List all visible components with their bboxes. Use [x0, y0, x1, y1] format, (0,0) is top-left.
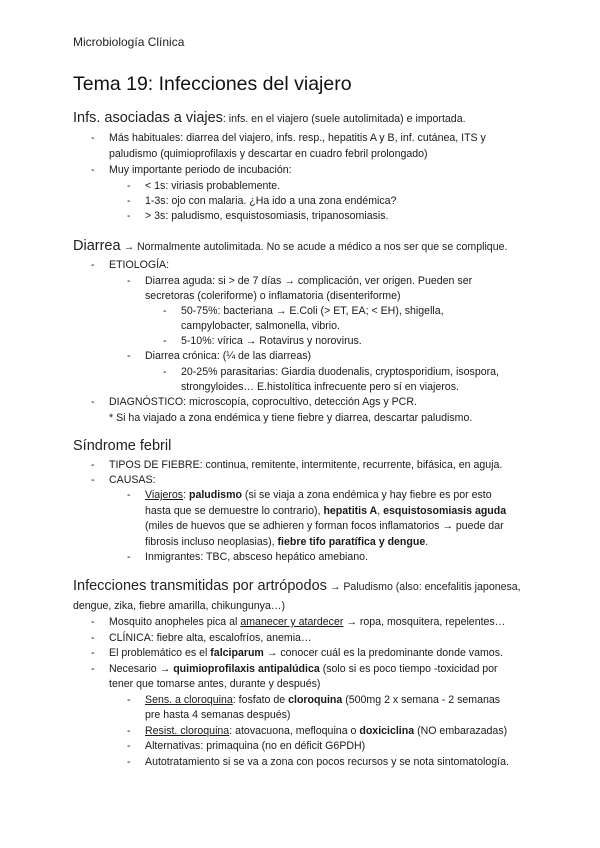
bullet-dash: -: [91, 259, 95, 271]
text: : atovacuona, mefloquina o: [229, 725, 360, 737]
underlined-term: Sens. a cloroquina: [145, 694, 233, 706]
text: (NO embarazadas): [414, 725, 508, 737]
bullet-dash: -: [127, 275, 131, 287]
list-item: Diarrea crónica: (¼ de las diarreas): [145, 350, 312, 362]
bold-term: quimioprofilaxis antipalúdica: [173, 663, 320, 675]
bullet-dash: -: [91, 632, 95, 644]
page-header: Microbiología Clínica: [73, 35, 185, 49]
section-title-febril: [73, 438, 171, 454]
list-item-cont: pre hasta 4 semanas después): [145, 709, 291, 721]
list-item: 5-10%: vírica → Rotavirus y norovirus.: [181, 335, 362, 347]
list-item-cont: tener que tomarse antes, durante y después): [109, 678, 321, 690]
bullet-dash: -: [91, 616, 95, 628]
list-item: Alternativas: primaquina (no en déficit G6PDH): [145, 740, 366, 752]
list-item: > 3s: paludismo, esquistosomiasis, tripanosomiasis.: [145, 210, 389, 222]
text: ,: [377, 505, 384, 517]
list-item: 1-3s: ojo con malaria. ¿Ha ido a una zona endémica?: [145, 195, 397, 207]
list-item-cont: paludismo (quimioprofilaxis y descartar en cuadro febril prolongado): [109, 148, 428, 160]
bullet-dash: -: [91, 164, 95, 176]
text: El problemático es el: [109, 647, 211, 659]
section-heading: Infs. asociadas a viajes: [73, 110, 223, 126]
bullet-dash: -: [163, 335, 167, 347]
list-item: TIPOS DE FIEBRE: continua, remitente, intermitente, recurrente, bifásica, en aguja.: [109, 459, 503, 471]
bullet-dash: -: [91, 663, 95, 675]
bullet-dash: -: [91, 474, 95, 486]
section-title-viajes: [73, 110, 466, 126]
list-item: Más habituales: diarrea del viajero, infs. resp., hepatitis A y B, inf. cutánea, ITS y: [109, 132, 486, 144]
bullet-dash: -: [127, 740, 131, 752]
bold-term: cloroquina: [288, 694, 343, 706]
section-title-artropodos: [73, 578, 521, 594]
underlined-label: Viajeros: [145, 489, 184, 501]
underlined-term: amanecer y atardecer: [240, 616, 344, 628]
list-item-cont: strongyloides… E.histolítica infrecuente pero sí en viajeros.: [181, 381, 459, 393]
bold-term: fiebre tifo paratífica y dengue: [277, 536, 426, 548]
section-heading: Diarrea: [73, 238, 121, 254]
bullet-dash: -: [127, 489, 131, 501]
list-item-cont: [145, 503, 506, 519]
bullet-dash: -: [127, 195, 131, 207]
list-item: Diarrea aguda: si > de 7 días → complicación, ver origen. Pueden ser: [145, 275, 473, 287]
bullet-dash: -: [127, 694, 131, 706]
bullet-dash: -: [91, 396, 95, 408]
section-title-diarrea: [73, 238, 507, 254]
bold-term: doxiciclina: [359, 725, 415, 737]
bullet-dash: -: [91, 647, 95, 659]
bullet-dash: -: [127, 180, 131, 192]
bold-term: paludismo: [188, 489, 242, 501]
bullet-dash: -: [127, 725, 131, 737]
list-item: [109, 661, 498, 677]
text: hasta que se demuestre lo contrario),: [145, 505, 324, 517]
list-item: 50-75%: bacteriana → E.Coli (> ET, EA; < EH), shigella,: [181, 305, 444, 317]
section-subtitle: → Normalmente autolimitada. No se acude a médico a nos ser que se complique.: [120, 241, 508, 253]
text: → ropa, mosquitera, repelentes…: [343, 616, 506, 628]
section-heading: Infecciones transmitidas por artrópodos: [73, 578, 327, 594]
bullet-dash: -: [127, 756, 131, 768]
bullet-dash: -: [91, 459, 95, 471]
text: Necesario →: [109, 663, 174, 675]
list-item-cont: campylobacter, salmonella, vibrio.: [181, 320, 340, 332]
text: :: [183, 489, 189, 501]
list-item: < 1s: viriasis probablemente.: [145, 180, 281, 192]
bold-term: esquistosomiasis aguda: [383, 505, 507, 517]
text: Mosquito anopheles pica al: [109, 616, 241, 628]
text: : fosfato de: [232, 694, 289, 706]
section-subtitle: : infs. en el viajero (suele autolimitada) e importada.: [222, 113, 466, 125]
text: (solo si es poco tiempo -toxicidad por: [319, 663, 498, 675]
list-item: [145, 692, 500, 708]
text: .: [425, 536, 429, 548]
bullet-dash: -: [163, 305, 167, 317]
text: → conocer cuál es la predominante donde vamos.: [263, 647, 503, 659]
list-item: Autotratamiento si se va a zona con pocos recursos y se nota sintomatología.: [145, 756, 509, 768]
list-item-cont: secretoras (coleriforme) o inflamatoria (disenteriforme): [145, 290, 401, 302]
bullet-dash: -: [127, 350, 131, 362]
list-item: Muy importante periodo de incubación:: [109, 164, 292, 176]
list-item: DIAGNÓSTICO: microscopía, coprocultivo, detección Ags y PCR.: [109, 396, 417, 408]
bullet-dash: -: [127, 210, 131, 222]
list-item-cont: (miles de huevos que se adhieren y forman focos inflamatorios → puede dar: [145, 520, 504, 532]
list-item-viajeros: [145, 487, 492, 503]
list-item-cont: [145, 534, 428, 550]
text: fibrosis incluso neoplasias),: [145, 536, 278, 548]
list-item: [145, 723, 507, 739]
list-item: ETIOLOGÍA:: [109, 259, 170, 271]
section-subtitle-cont: dengue, zika, fiebre amarilla, chikungunya…): [73, 600, 285, 612]
text: (500mg 2 x semana - 2 semanas: [342, 694, 501, 706]
section-heading: Síndrome febril: [73, 438, 172, 454]
page-title: Tema 19: Infecciones del viajero: [73, 73, 352, 95]
bullet-dash: -: [91, 132, 95, 144]
underlined-term: Resist. cloroquina: [145, 725, 230, 737]
bold-term: falciparum: [210, 647, 264, 659]
text: (si se viaja a zona endémica y hay fiebre es por esto: [241, 489, 492, 501]
list-item: CLÍNICA: fiebre alta, escalofríos, anemia…: [109, 632, 312, 644]
list-item: CAUSAS:: [109, 474, 156, 486]
list-item: 20-25% parasitarias: Giardia duodenalis, cryptosporidium, isospora,: [181, 366, 499, 378]
bold-term: hepatitis A: [323, 505, 378, 517]
section-subtitle: → Paludismo (also: encefalitis japonesa,: [326, 581, 521, 593]
bullet-dash: -: [163, 366, 167, 378]
list-item: [109, 645, 503, 661]
bullet-dash: -: [127, 551, 131, 563]
note: * Si ha viajado a zona endémica y tiene fiebre y diarrea, descartar paludismo.: [109, 412, 473, 424]
list-item: [109, 614, 505, 630]
list-item: Inmigrantes: TBC, absceso hepático amebiano.: [145, 551, 368, 563]
